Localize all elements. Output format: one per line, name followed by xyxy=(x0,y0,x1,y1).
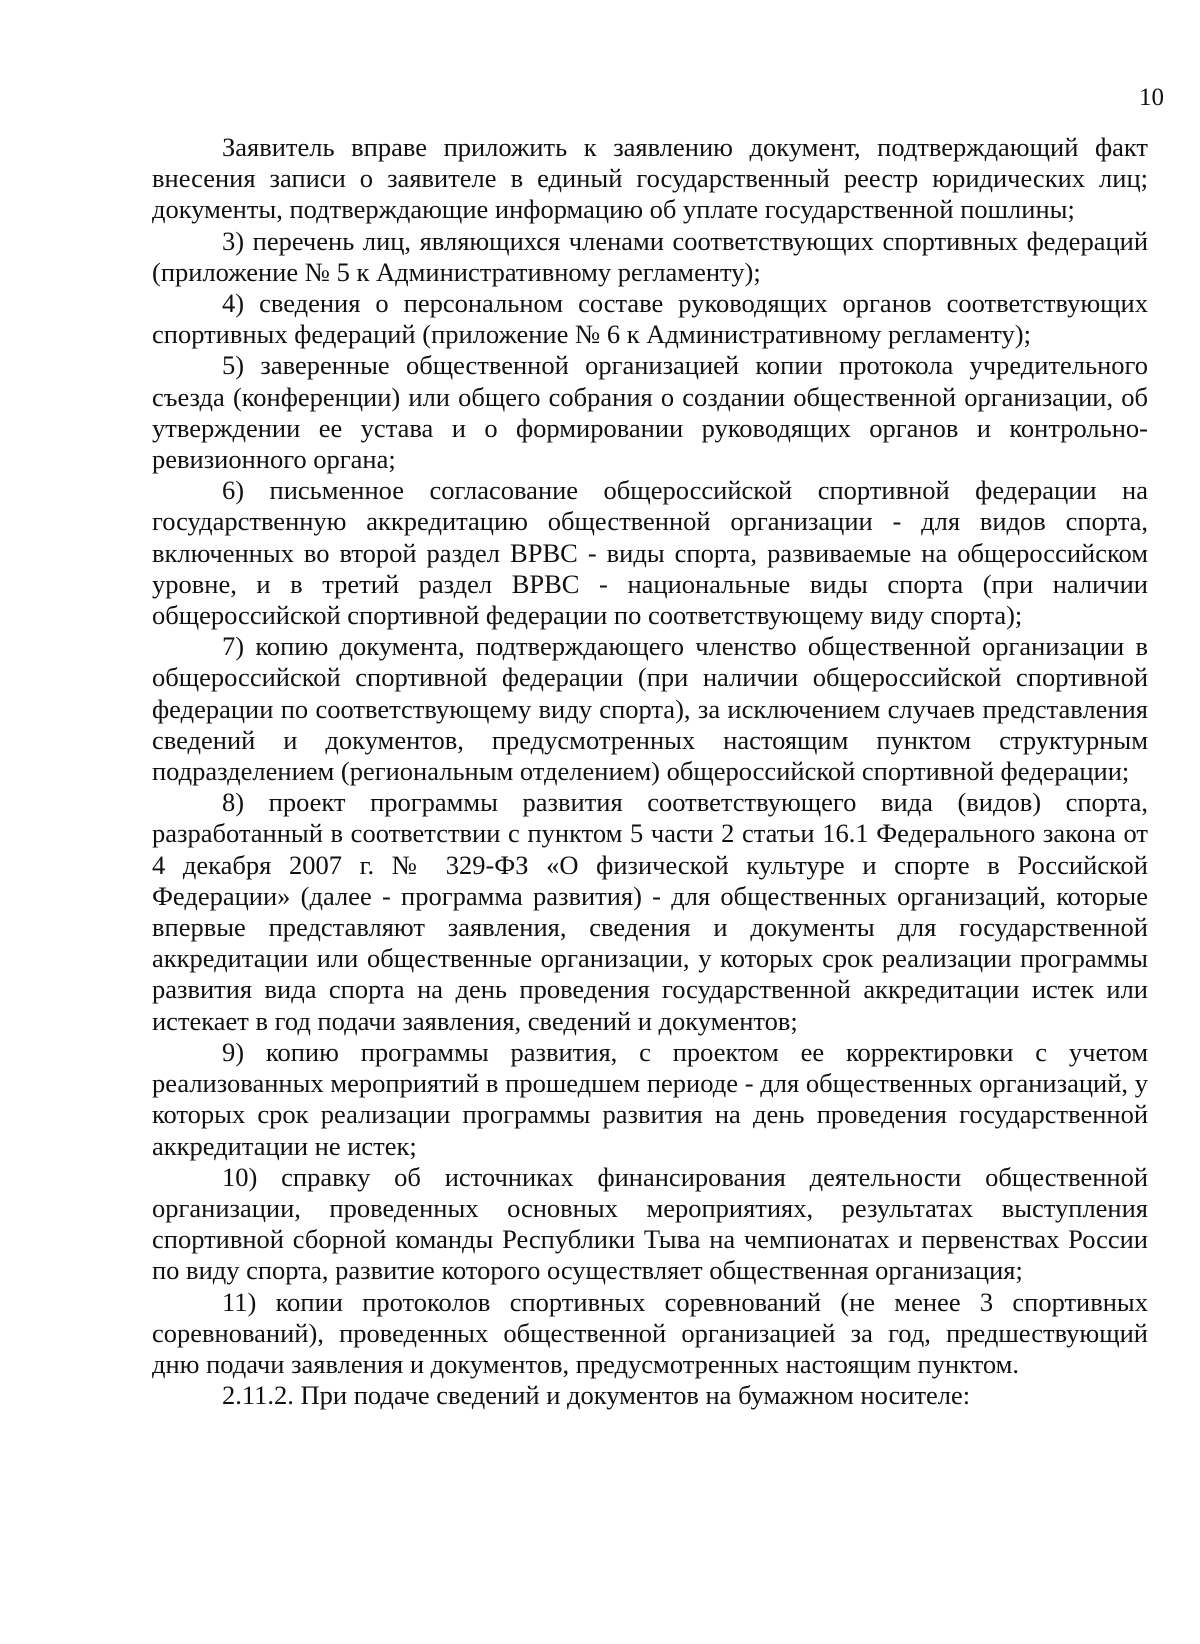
paragraph-applicant-right: Заявитель вправе приложить к заявлению документ, подтверждающий факт внесения записи о заявителе в единый государственный реестр юридических лиц; документы, подтверждающие информацию об уплате государственной пошлины; xyxy=(152,132,1148,225)
paragraph-item-9: 9) копию программы развития, с проектом ее корректировки с учетом реализованных мероприятий в прошедшем периоде - для общественных организаций, у которых срок реализации программы развития на день проведения государственной аккредитации не истек; xyxy=(152,1036,1148,1161)
page-number: 10 xyxy=(1139,84,1164,111)
paragraph-item-5: 5) заверенные общественной организацией копии протокола учредительного съезда (конференции) или общего собрания о создании общественной организации, об утверждении ее устава и о формировании руководящих органов и контрольно-ревизионного органа; xyxy=(152,350,1148,475)
paragraph-item-11: 11) копии протоколов спортивных соревнований (не менее 3 спортивных соревнований), проведенных общественной организацией за год, предшествующий дню подачи заявления и документов, предусмотренных настоящим пунктом. xyxy=(152,1286,1148,1379)
paragraph-item-4: 4) сведения о персональном составе руководящих органов соответствующих спортивных федераций (приложение № 6 к Административному регламенту); xyxy=(152,288,1148,350)
document-body xyxy=(152,132,1148,1411)
paragraph-item-7: 7) копию документа, подтверждающего членство общественной организации в общероссийской спортивной федерации (при наличии общероссийской спортивной федерации по соответствующему виду спорта), за исключением случаев представления сведений и документов, предусмотренных настоящим пунктом структурным подразделением (региональным отделением) общероссийской спортивной федерации; xyxy=(152,631,1148,787)
paragraph-item-3: 3) перечень лиц, являющихся членами соответствующих спортивных федераций (приложение № 5 к Административному регламенту); xyxy=(152,225,1148,287)
paragraph-item-6: 6) письменное согласование общероссийской спортивной федерации на государственную аккредитацию общественной организации - для видов спорта, включенных во второй раздел ВРВС - виды спорта, развиваемые на общероссийском уровне, и в третий раздел ВРВС - национальные виды спорта (при наличии общероссийской спортивной федерации по соответствующему виду спорта); xyxy=(152,475,1148,631)
paragraph-item-10: 10) справку об источниках финансирования деятельности общественной организации, проведенных основных мероприятиях, результатах выступления спортивной сборной команды Республики Тыва на чемпионатах и первенствах России по виду спорта, развитие которого осуществляет общественная организация; xyxy=(152,1161,1148,1286)
paragraph-section-2-11-2: 2.11.2. При подаче сведений и документов на бумажном носителе: xyxy=(222,1380,971,1411)
paragraph-item-8: 8) проект программы развития соответствующего вида (видов) спорта, разработанный в соответствии с пунктом 5 части 2 статьи 16.1 Федерального закона от 4 декабря 2007 г. № 329-ФЗ «О физической культуре и спорте в Российской Федерации» (далее - программа развития) - для общественных организаций, которые впервые представляют заявления, сведения и документы для государственной аккредитации или общественные организации, у которых срок реализации программы развития вида спорта на день проведения государственной аккредитации истек или истекает в год подачи заявления, сведений и документов; xyxy=(152,787,1148,1036)
